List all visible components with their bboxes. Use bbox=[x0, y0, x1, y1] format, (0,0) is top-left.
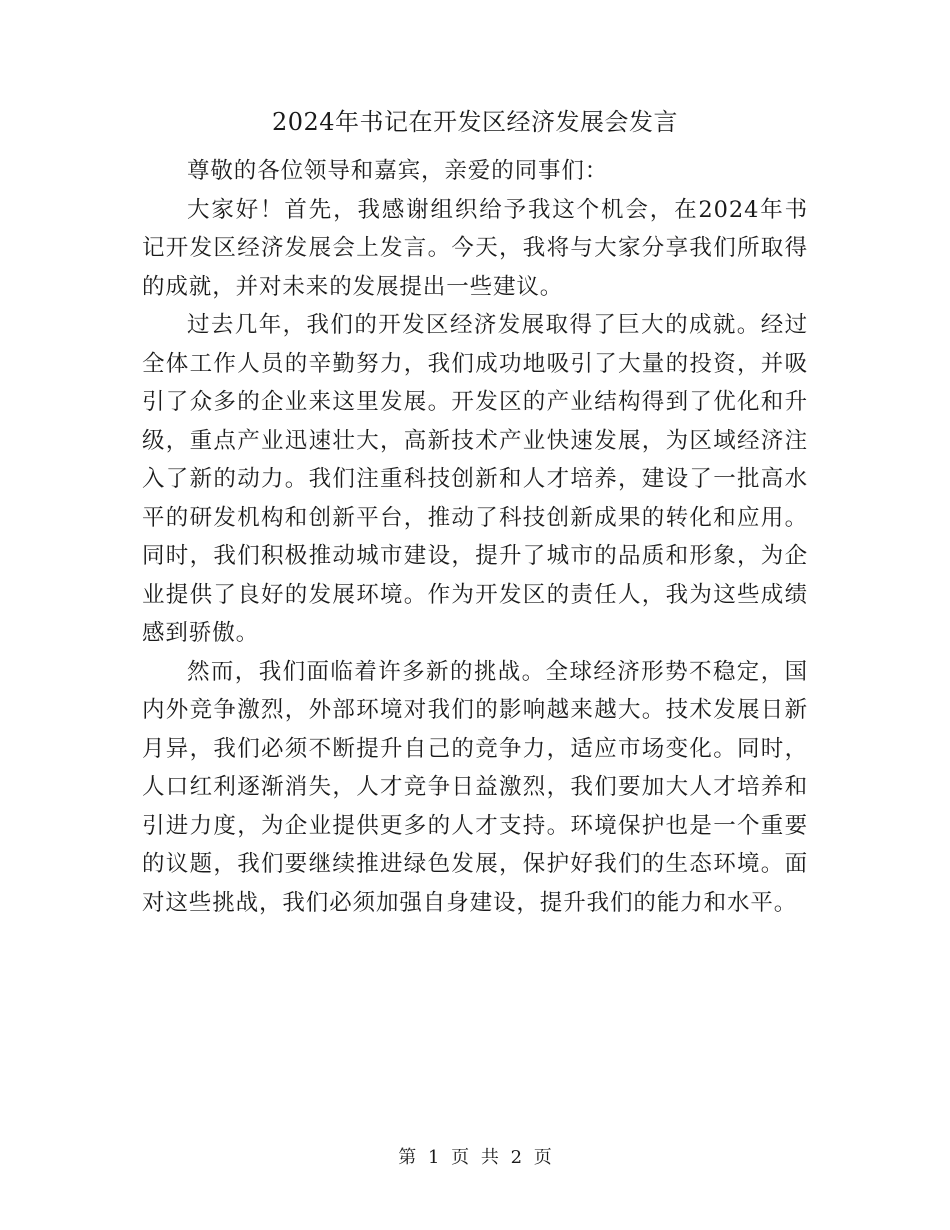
document-title: 2024年书记在开发区经济发展会发言 bbox=[271, 108, 679, 136]
opening-paragraph: 大家好！首先，我感谢组织给予我这个机会，在2024年书记开发区经济发展会上发言。今天，我将与大家分享我们所取得的成就，并对未来的发展提出一些建议。 bbox=[142, 196, 808, 300]
page-footer: 第 1 页 共 2 页 bbox=[398, 1147, 552, 1168]
achievements-paragraph: 过去几年，我们的开发区经济发展取得了巨大的成就。经过全体工作人员的辛勤努力，我们成功地吸引了大量的投资，并吸引了众多的企业来这里发展。开发区的产业结构得到了优化和升级，重点产业迅速壮大，高新技术产业快速发展，为区域经济注入了新的动力。我们注重科技创新和人才培养，建设了一批高水平的研发机构和创新平台，推动了科技创新成果的转化和应用。同时，我们积极推动城市建设，提升了城市的品质和形象，为企业提供了良好的发展环境。作为开发区的责任人，我为这些成绩感到骄傲。 bbox=[142, 312, 808, 646]
salutation-paragraph: 尊敬的各位领导和嘉宾，亲爱的同事们： bbox=[187, 158, 609, 184]
document-body bbox=[142, 152, 808, 922]
challenges-paragraph: 然而，我们面临着许多新的挑战。全球经济形势不稳定，国内外竞争激烈，外部环境对我们的影响越来越大。技术发展日新月异，我们必须不断提升自己的竞争力，适应市场变化。同时，人口红利逐渐消失，人才竞争日益激烈，我们要加大人才培养和引进力度，为企业提供更多的人才支持。环境保护也是一个重要的议题，我们要继续推进绿色发展，保护好我们的生态环境。面对这些挑战，我们必须加强自身建设，提升我们的能力和水平。 bbox=[142, 658, 808, 916]
